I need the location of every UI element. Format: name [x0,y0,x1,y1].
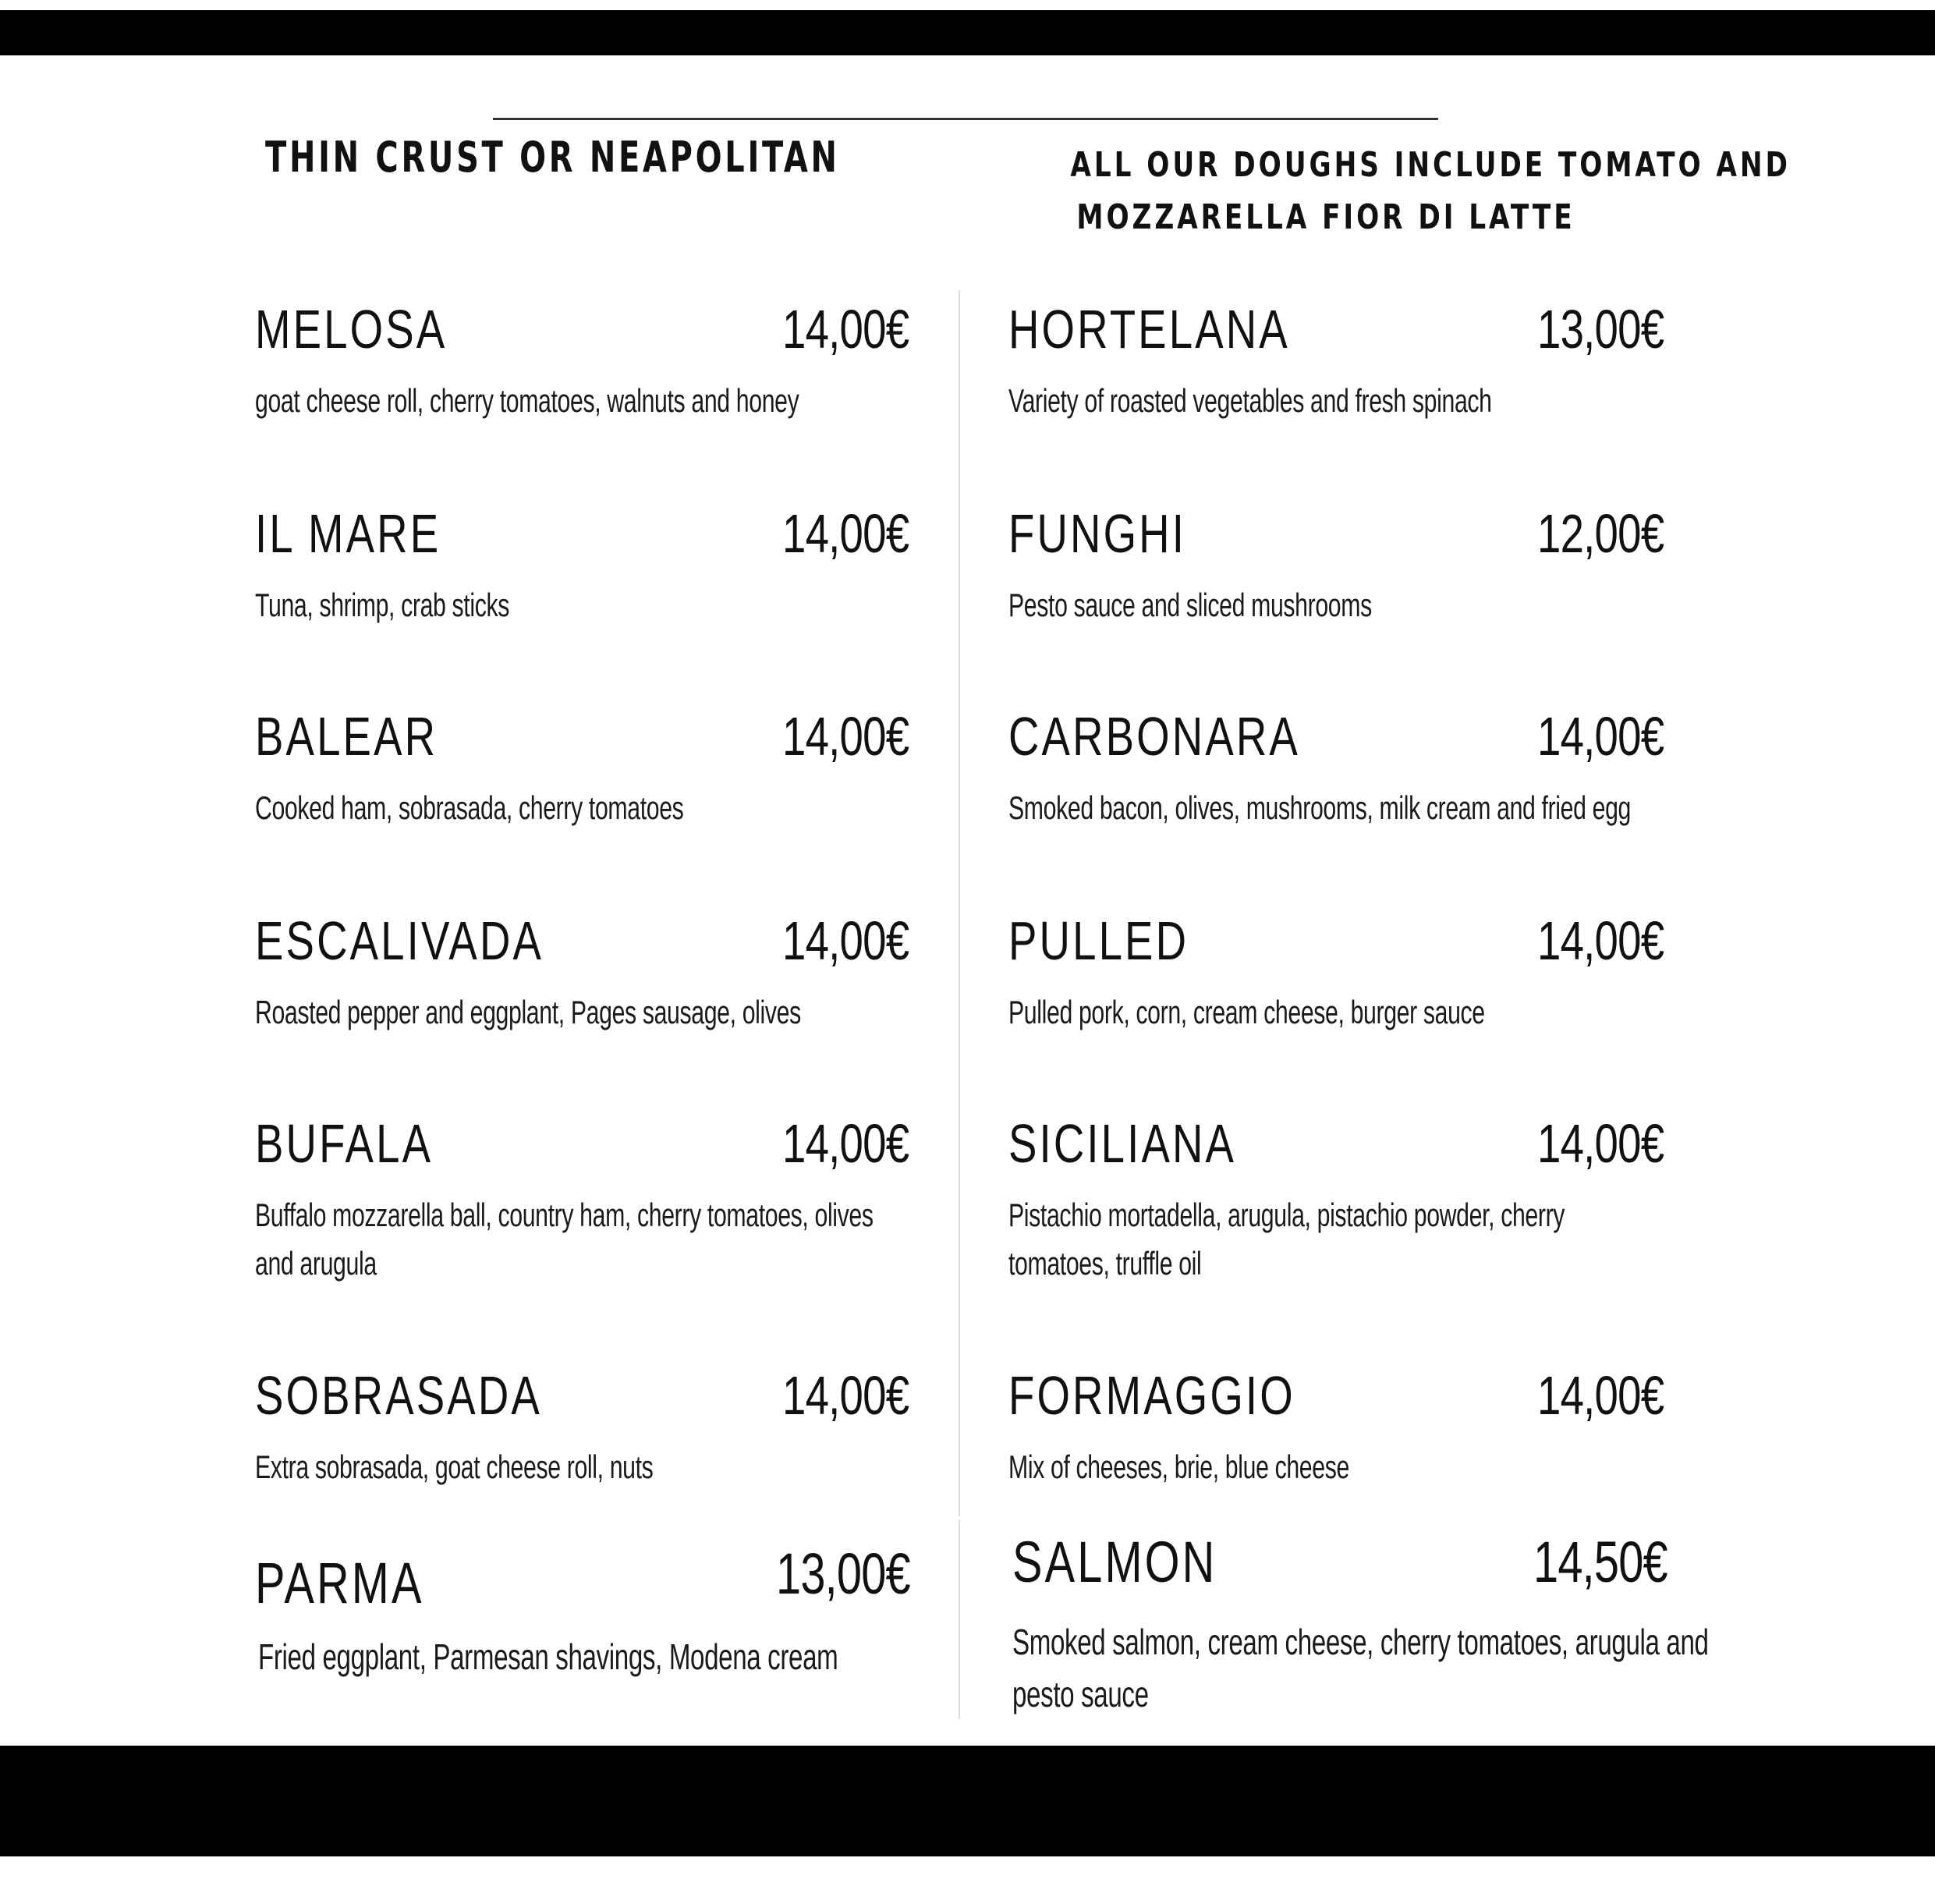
item-description-line-2: pesto sauce [1012,1674,1149,1714]
item-price: 14,00€ [1537,1113,1664,1174]
item-description-line-1: Smoked salmon, cream cheese, cherry tomatoes, arugula and [1012,1622,1709,1662]
item-name: BUFALA [255,1113,434,1174]
item-name: ESCALIVADA [255,910,544,971]
item-description: goat cheese roll, cherry tomatoes, walnuts and honey [255,382,799,419]
header-right-line-1: ALL OUR DOUGHS INCLUDE TOMATO AND [1070,145,1791,185]
header-right-title [1070,139,1791,243]
item-name: SOBRASADA [255,1365,542,1426]
item-description [255,1191,874,1288]
item-description-line-1: Buffalo mozzarella ball, country ham, cherry tomatoes, olives [255,1197,874,1233]
item-price: 14,00€ [782,706,909,767]
item-description-line-1: Pistachio mortadella, arugula, pistachio powder, cherry [1008,1197,1565,1233]
item-price: 12,00€ [1537,503,1664,564]
header-left-title: THIN CRUST OR NEAPOLITAN [265,133,840,182]
item-name: PARMA [255,1551,424,1615]
item-price: 13,00€ [776,1541,910,1606]
header-rule [493,118,1438,120]
column-divider-lower [959,1519,960,1719]
item-description: Fried eggplant, Parmesan shavings, Modena cream [258,1636,838,1677]
header-right-line-2: MOZZARELLA FIOR DI LATTE [1076,197,1575,237]
item-price: 14,00€ [782,1113,909,1174]
item-description: Roasted pepper and eggplant, Pages sausage, olives [255,994,801,1030]
item-description: Mix of cheeses, brie, blue cheese [1008,1448,1349,1485]
item-description [1012,1616,1709,1721]
item-name: CARBONARA [1008,706,1300,767]
item-description: Pulled pork, corn, cream cheese, burger sauce [1008,994,1485,1030]
item-price: 14,50€ [1533,1530,1667,1594]
item-name: PULLED [1008,910,1189,971]
column-divider-upper [959,290,960,1516]
item-description: Tuna, shrimp, crab sticks [255,587,509,623]
item-price: 14,00€ [1537,910,1664,971]
item-name: SALMON [1012,1530,1217,1594]
item-description: Extra sobrasada, goat cheese roll, nuts [255,1448,654,1485]
item-description [1008,1191,1565,1288]
item-price: 14,00€ [1537,1365,1664,1426]
item-price: 14,00€ [1537,706,1664,767]
item-description: Pesto sauce and sliced mushrooms [1008,587,1372,623]
top-black-bar [0,10,1935,55]
item-name: BALEAR [255,706,438,767]
item-name: FORMAGGIO [1008,1365,1295,1426]
item-price: 14,00€ [782,299,909,360]
item-description: Smoked bacon, olives, mushrooms, milk cream and fried egg [1008,789,1632,826]
item-price: 14,00€ [782,503,909,564]
item-name: HORTELANA [1008,299,1290,360]
item-description-line-2: and arugula [255,1245,377,1282]
item-name: SICILIANA [1008,1113,1237,1174]
item-price: 14,00€ [782,1365,909,1426]
bottom-black-bar [0,1746,1935,1856]
item-price: 14,00€ [782,910,909,971]
item-price: 13,00€ [1537,299,1664,360]
item-name: FUNGHI [1008,503,1187,564]
item-description: Variety of roasted vegetables and fresh spinach [1008,382,1492,419]
item-name: MELOSA [255,299,448,360]
item-description: Cooked ham, sobrasada, cherry tomatoes [255,789,684,826]
item-name: IL MARE [255,503,441,564]
item-description-line-2: tomatoes, truffle oil [1008,1245,1202,1282]
